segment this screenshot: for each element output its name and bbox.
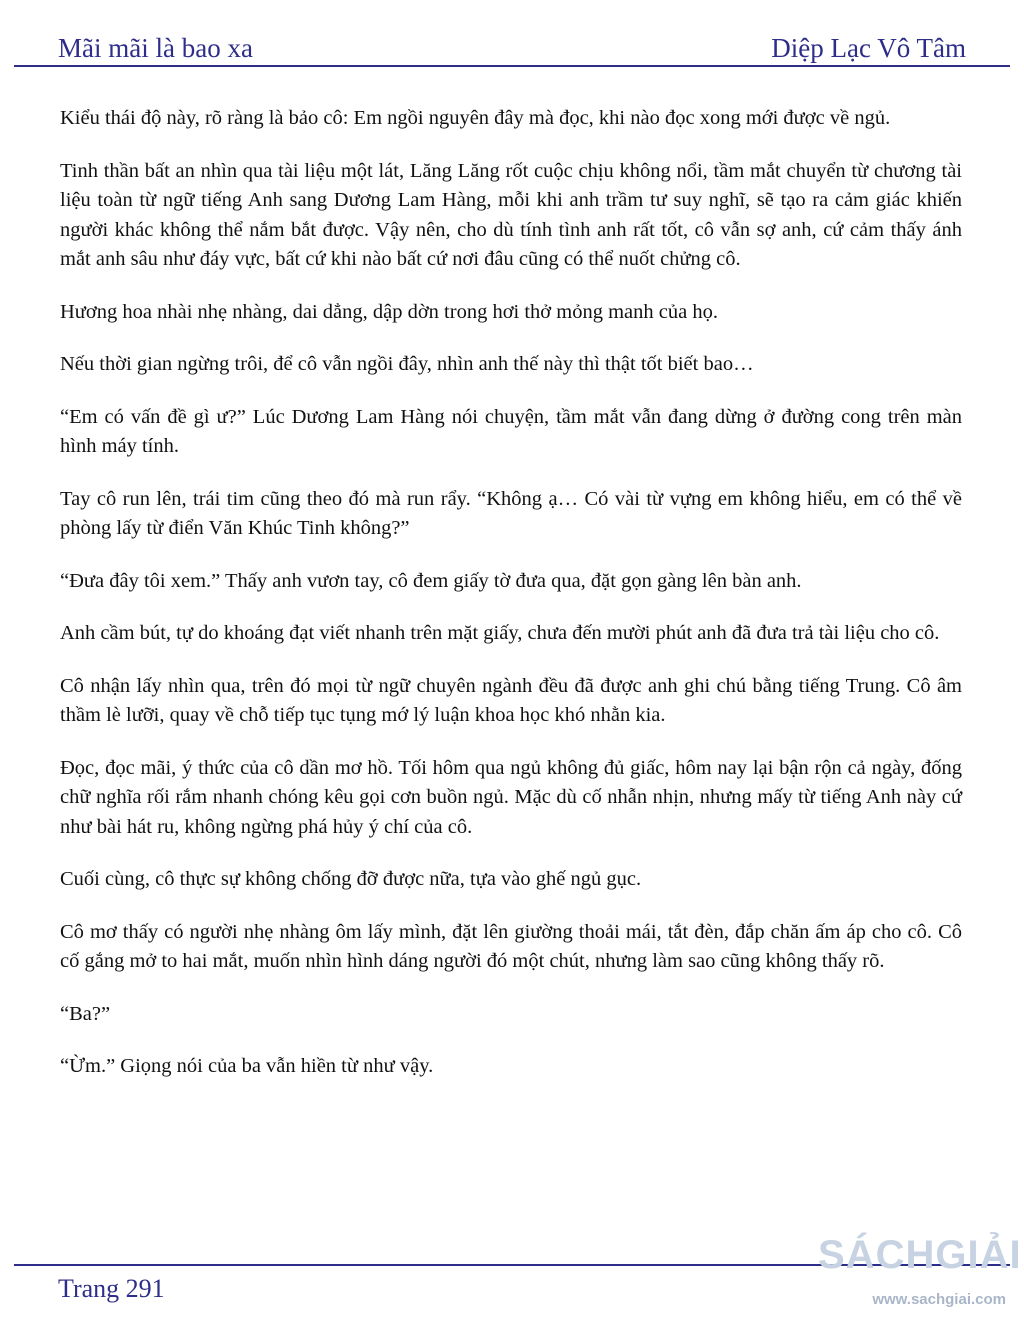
paragraph: Tinh thần bất an nhìn qua tài liệu một lát, Lăng Lăng rốt cuộc chịu không nổi, tầm mắt chuyển từ chương tài liệu toàn từ ngữ tiếng Anh sang Dương Lam Hàng, mỗi khi anh trầm tư suy nghĩ, sẽ tạo ra cảm giác khiến người khác không thể nắm bắt được. Vậy nên, cho dù tính tình anh rất tốt, cô vẫn sợ anh, cứ cảm thấy ánh mắt anh sâu như đáy vực, bất cứ khi nào bất cứ nơi đâu cũng có thể nuốt chửng cô. <box>60 159 962 270</box>
watermark-logo <box>818 1233 1022 1319</box>
book-title: Mãi mãi là bao xa <box>58 33 253 63</box>
paragraph: Nếu thời gian ngừng trôi, để cô vẫn ngồi đây, nhìn anh thế này thì thật tốt biết bao… <box>60 353 754 375</box>
paragraph: “Em có vấn đề gì ư?” Lúc Dương Lam Hàng nói chuyện, tầm mắt vẫn đang dừng ở đường cong trên màn hình máy tính. <box>60 405 962 457</box>
paragraph: “Đưa đây tôi xem.” Thấy anh vươn tay, cô đem giấy tờ đưa qua, đặt gọn gàng lên bàn anh. <box>60 569 802 592</box>
paragraph: Đọc, đọc mãi, ý thức của cô dần mơ hồ. Tối hôm qua ngủ không đủ giấc, hôm nay lại bận rộn cả ngày, đống chữ nghĩa rối rắm nhanh chóng kêu gọi cơn buồn ngủ. Mặc dù cố nhẫn nhịn, nhưng mấy từ tiếng Anh này cứ như bài hát ru, không ngừng phá hủy ý chí của cô. <box>60 756 962 838</box>
paragraph: “Ba?” <box>60 1002 111 1025</box>
paragraph: Kiểu thái độ này, rõ ràng là bảo cô: Em ngồi nguyên đây mà đọc, khi nào đọc xong mới được về ngủ. <box>60 107 891 129</box>
page-body <box>60 104 962 1105</box>
paragraph: Tay cô run lên, trái tim cũng theo đó mà run rẩy. “Không ạ… Có vài từ vựng em không hiểu, em có thể về phòng lấy từ điển Văn Khúc Tinh không?” <box>60 487 962 539</box>
watermark-url: www.sachgiai.com <box>872 1291 1006 1308</box>
paragraph: Cô nhận lấy nhìn qua, trên đó mọi từ ngữ chuyên ngành đều đã được anh ghi chú bằng tiếng Trung. Cô âm thầm lè lưỡi, quay về chỗ tiếp tục tụng mớ lý luận khoa học khó nhằn kia. <box>60 674 962 726</box>
page-header <box>58 26 966 64</box>
header-divider <box>14 65 1010 67</box>
paragraph: Cô mơ thấy có người nhẹ nhàng ôm lấy mình, đặt lên giường thoải mái, tắt đèn, đắp chăn ấm áp cho cô. Cô cố gắng mở to hai mắt, muốn nhìn hình dáng người đó một chút, nhưng làm sao cũng không thấy rõ. <box>60 920 962 972</box>
paragraph: “Ừm.” Giọng nói của ba vẫn hiền từ như vậy. <box>60 1055 434 1077</box>
author-name: Diệp Lạc Vô Tâm <box>771 33 966 63</box>
page-number: Trang 291 <box>58 1274 165 1303</box>
paragraph: Hương hoa nhài nhẹ nhàng, dai dẳng, dập dờn trong hơi thở mỏng manh của họ. <box>60 300 718 323</box>
paragraph: Anh cầm bút, tự do khoáng đạt viết nhanh trên mặt giấy, chưa đến mười phút anh đã đưa trả tài liệu cho cô. <box>60 622 940 644</box>
watermark-brand: SÁCHGIẢI <box>818 1233 1022 1277</box>
paragraph: Cuối cùng, cô thực sự không chống đỡ được nữa, tựa vào ghế ngủ gục. <box>60 868 642 890</box>
